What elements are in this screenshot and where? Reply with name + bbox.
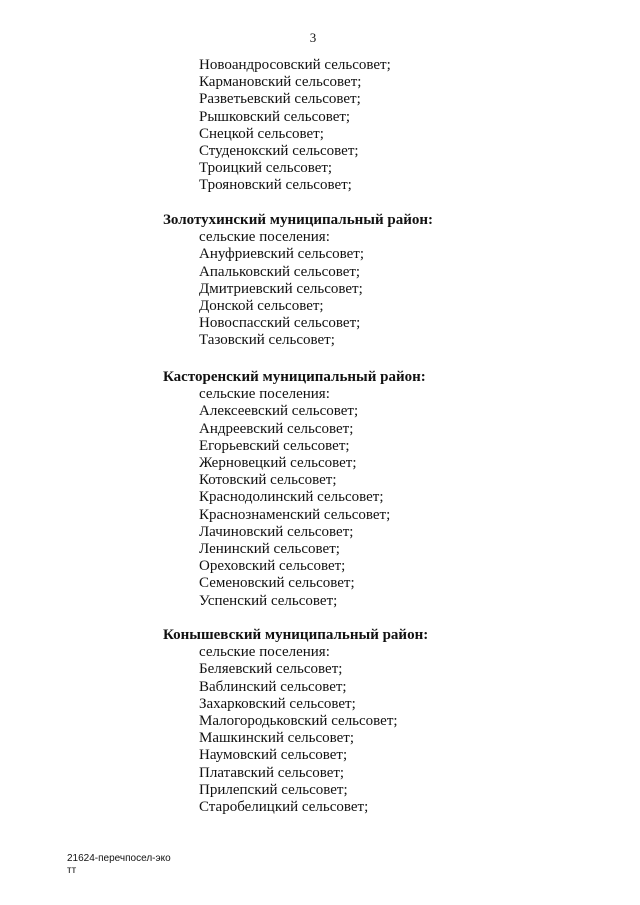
document-reference-code: 21624-перечпосел-эко — [67, 853, 171, 864]
list-item: Троицкий сельсовет; — [199, 160, 333, 177]
list-item: Донской сельсовет; — [199, 298, 324, 315]
list-item: Ореховский сельсовет; — [199, 558, 346, 575]
list-item: Старобелицкий сельсовет; — [199, 799, 369, 816]
footer-reference — [67, 853, 171, 877]
list-item: Андреевский сельсовет; — [199, 420, 354, 437]
district-heading: Касторенский муниципальный район: — [163, 369, 426, 385]
list-item: Ануфриевский сельсовет; — [199, 246, 364, 263]
settlements-subheading: сельские поселения: — [199, 229, 330, 246]
list-item: Малогородьковский сельсовет; — [199, 713, 398, 730]
list-item: Прилепский сельсовет; — [199, 781, 348, 798]
list-item: Егорьевский сельсовет; — [199, 437, 350, 454]
list-item: Трояновский сельсовет; — [199, 177, 352, 194]
list-item: Кармановский сельсовет; — [199, 74, 362, 91]
author-initials: тт — [67, 865, 77, 876]
list-item: Краснознаменский сельсовет; — [199, 506, 391, 523]
list-item: Тазовский сельсовет; — [199, 332, 335, 349]
list-item: Беляевский сельсовет; — [199, 661, 343, 678]
district-section-zolotukhinsky — [0, 212, 640, 350]
list-item: Студенокский сельсовет; — [199, 143, 359, 160]
list-item: Захарковский сельсовет; — [199, 695, 356, 712]
list-item: Снецкой сельсовет; — [199, 125, 324, 142]
settlements-subheading: сельские поселения: — [199, 386, 330, 403]
list-item: Краснодолинский сельсовет; — [199, 489, 384, 506]
list-item: Лачиновский сельсовет; — [199, 523, 354, 540]
district-section-kastorensky — [0, 369, 640, 610]
list-item: Апальковский сельсовет; — [199, 263, 361, 280]
list-item: Котовский сельсовет; — [199, 472, 337, 489]
list-item: Успенский сельсовет; — [199, 592, 338, 609]
list-item: Наумовский сельсовет; — [199, 747, 348, 764]
list-item: Алексеевский сельсовет; — [199, 403, 359, 420]
district-heading: Золотухинский муниципальный район: — [163, 212, 434, 228]
list-item: Платавский сельсовет; — [199, 764, 345, 781]
list-item: Семеновский сельсовет; — [199, 575, 355, 592]
list-item: Рышковский сельсовет; — [199, 108, 351, 125]
page-number: 3 — [309, 30, 317, 45]
list-item: Жерновецкий сельсовет; — [199, 455, 357, 472]
list-item: Дмитриевский сельсовет; — [199, 280, 363, 297]
district-section-konyshevsky — [0, 627, 640, 816]
list-item: Машкинский сельсовет; — [199, 730, 354, 747]
list-item: Ленинский сельсовет; — [199, 541, 340, 558]
district-heading: Конышевский муниципальный район: — [163, 627, 429, 643]
list-item: Разветьевский сельсовет; — [199, 91, 361, 108]
list-item: Новоандросовский сельсовет; — [199, 57, 391, 73]
list-item: Ваблинский сельсовет; — [199, 678, 347, 695]
settlements-subheading: сельские поселения: — [199, 644, 330, 661]
list-item: Новоспасский сельсовет; — [199, 315, 361, 332]
district-section-continuation — [0, 57, 640, 195]
